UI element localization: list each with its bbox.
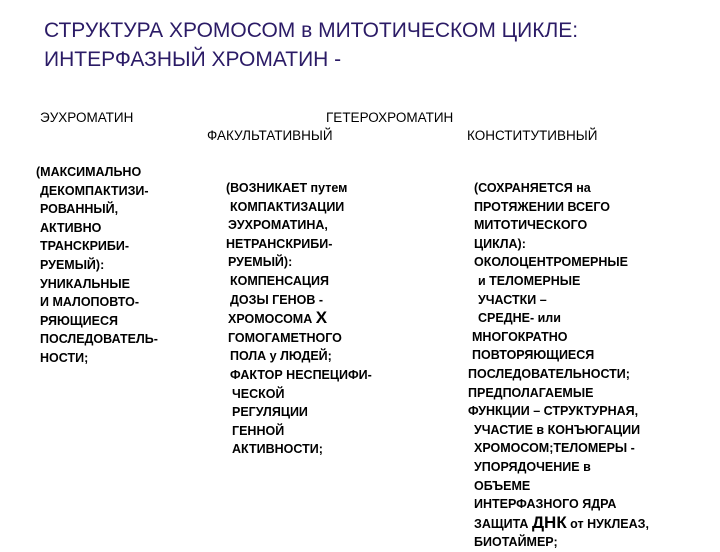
col3-line: ФУНКЦИИ – СТРУКТУРНАЯ, <box>468 404 639 419</box>
col2-line: (ВОЗНИКАЕТ путем <box>226 181 348 195</box>
col1-line: АКТИВНО <box>40 220 102 235</box>
col2-line: ДОЗЫ ГЕНОВ - <box>230 292 324 307</box>
col2-line: КОМПАКТИЗАЦИИ <box>230 199 345 214</box>
col3-line: ХРОМОСОМ;ТЕЛОМЕРЫ - <box>474 441 635 456</box>
col3-line: МНОГОКРАТНО <box>472 329 568 344</box>
col2-line: ГОМОГАМЕТНОГО <box>228 330 342 345</box>
col3-line: МИТОТИЧЕСКОГО <box>474 218 588 233</box>
col1-line: УНИКАЛЬНЫЕ <box>40 276 130 291</box>
col3-line: ПОСЛЕДОВАТЕЛЬНОСТИ; <box>468 366 630 381</box>
col1-line: ДЕКОМПАКТИЗИ- <box>40 183 149 198</box>
col3-line: УЧАСТИЕ в КОНЪЮГАЦИИ <box>474 422 641 437</box>
header-euchromatin: ЭУХРОМАТИН <box>40 110 134 125</box>
col2-line: НЕТРАНСКРИБИ- <box>226 236 333 251</box>
col3-line: ОКОЛОЦЕНТРОМЕРНЫЕ <box>474 255 628 270</box>
col1-line: ПОСЛЕДОВАТЕЛЬ- <box>40 332 158 347</box>
col1-line: НОСТИ; <box>40 350 89 365</box>
col3-line: УЧАСТКИ – <box>478 292 547 307</box>
col1-line: РОВАННЫЙ, <box>40 202 119 217</box>
header-facultative: ФАКУЛЬТАТИВНЫЙ <box>207 128 333 143</box>
page-title <box>44 16 694 74</box>
col3-line: и ТЕЛОМЕРНЫЕ <box>478 273 581 288</box>
col1-line: (МАКСИМАЛЬНО <box>36 165 142 179</box>
header-heterochromatin: ГЕТЕРОХРОМАТИН <box>326 110 454 125</box>
col2-line: АКТИВНОСТИ; <box>232 442 323 457</box>
col3-line: ЗАЩИТА ДНК от НУКЛЕАЗ, <box>474 512 649 532</box>
col1-line: ТРАНСКРИБИ- <box>40 239 130 254</box>
facultative-column <box>222 179 372 459</box>
col2-line: ПОЛА у ЛЮДЕЙ; <box>230 349 332 364</box>
title-line-2: ИНТЕРФАЗНЫЙ ХРОМАТИН - <box>44 48 342 71</box>
col2-line: ЧЕСКОЙ <box>232 386 285 401</box>
col3-line: УПОРЯДОЧЕНИЕ в <box>474 459 591 474</box>
col2-line: РУЕМЫЙ): <box>228 255 293 270</box>
header-constitutive: КОНСТИТУТИВНЫЙ <box>467 128 598 143</box>
col1-line: И МАЛОПОВТО- <box>40 295 140 310</box>
col2-line: ЭУХРОМАТИНА, <box>228 218 328 233</box>
col3-line: БИОТАЙМЕР; <box>474 535 558 550</box>
col3-line: ОБЪЕМЕ <box>474 478 531 493</box>
col3-line: ПРЕДПОЛАГАЕМЫЕ <box>468 385 594 400</box>
col3-line: ПРОТЯЖЕНИИ ВСЕГО <box>474 199 610 214</box>
title-line-1: СТРУКТУРА ХРОМОСОМ в МИТОТИЧЕСКОМ ЦИКЛЕ: <box>44 19 579 42</box>
col3-line: ПОВТОРЯЮЩИЕСЯ <box>472 348 595 363</box>
col3-line: (СОХРАНЯЕТСЯ на <box>474 181 591 195</box>
col2-line: ГЕННОЙ <box>232 423 285 438</box>
euchromatin-column <box>36 163 158 368</box>
col2-line: ХРОМОСОМА Х <box>228 308 328 328</box>
col2-line: КОМПЕНСАЦИЯ <box>230 273 329 288</box>
col2-line: РЕГУЛЯЦИИ <box>232 405 308 420</box>
constitutive-column <box>468 179 649 552</box>
col1-line: РЯЮЩИЕСЯ <box>40 313 118 328</box>
col3-line: СРЕДНЕ- или <box>478 311 561 326</box>
col3-line: ИНТЕРФАЗНОГО ЯДРА <box>474 497 617 512</box>
col1-line: РУЕМЫЙ): <box>40 257 105 272</box>
col3-line: ЦИКЛА): <box>474 236 526 251</box>
col2-line: ФАКТОР НЕСПЕЦИФИ- <box>230 367 372 382</box>
